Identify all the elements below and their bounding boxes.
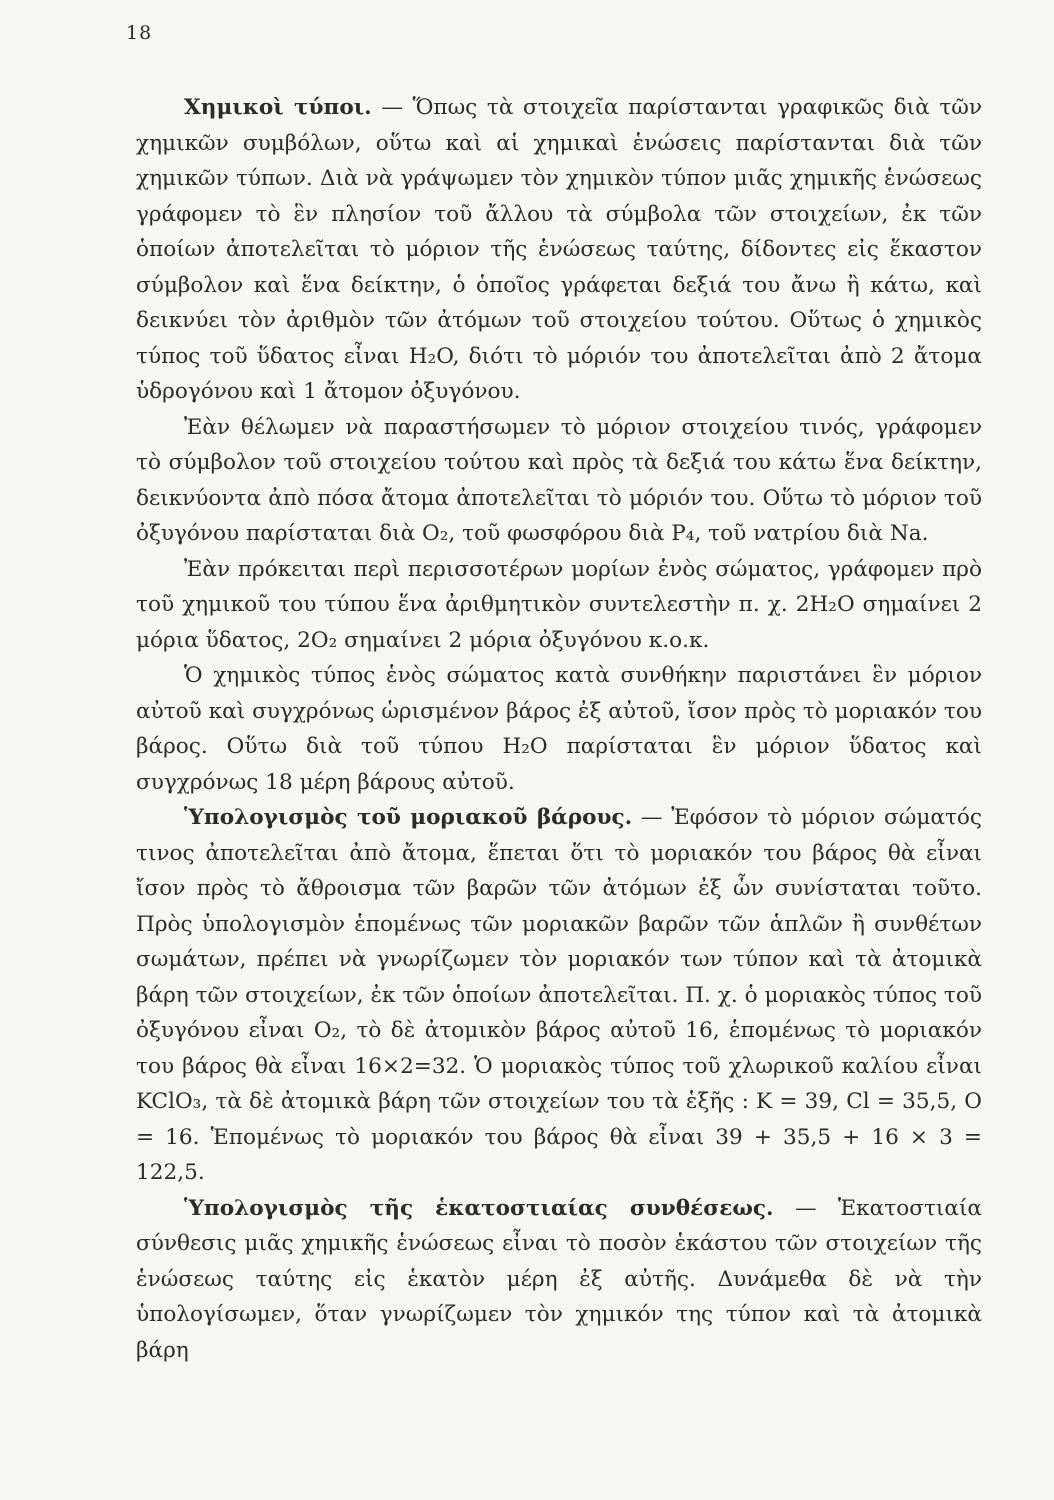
paragraph-chemical-formulas xyxy=(136,90,982,410)
formula-two-water: 2H₂O xyxy=(795,592,855,617)
dash: — xyxy=(632,805,672,830)
formula-oxygen: O₂ xyxy=(313,1018,341,1043)
paragraph-percent-composition xyxy=(136,1191,982,1369)
dash: — xyxy=(371,95,413,120)
paragraph-text: παρίσταται ἓν μόριον ὕδατος καὶ συγχρόνως 18 μέρη βάρους αὐτοῦ. xyxy=(136,734,982,795)
paragraph-text: , διότι τὸ μόριόν του ἀποτελεῖται ἀπὸ 2 ἄτομα ὑδρογόνου καὶ 1 ἄτομον ὀξυγόνου. xyxy=(136,343,982,404)
formula-potassium-chlorate: KClO₃ xyxy=(136,1089,202,1114)
page-body xyxy=(136,90,982,1368)
paragraph-formula-meaning xyxy=(136,658,982,800)
paragraph-coefficients xyxy=(136,552,982,659)
page-number: 18 xyxy=(126,22,153,44)
paragraph-text: , τοῦ νατρίου διὰ Na. xyxy=(694,521,929,546)
formula-water: H₂O xyxy=(408,343,453,369)
paragraph-text: Ἐφόσον τὸ μόριον σώματός τινος ἀποτελεῖται ἀπὸ ἄτομα, ἕπεται ὅτι τὸ μοριακόν του βάρος θὰ εἶναι ἴσον πρὸς τὸ ἄθροισμα τῶν βαρῶν τῶν ἀτόμων ἐξ ὧν συνίσταται τοῦτο. Πρὸς ὑπολογισμὸν ἑπομένως τῶν μοριακῶν βαρῶν τῶν ἁπλῶν ἢ συνθέτων σωμάτων, πρέπει νὰ γνωρίζωμεν τὸν μοριακόν των τύπον καὶ τὰ ἀτομικὰ βάρη τῶν στοιχείων, ἐκ τῶν ὁποίων ἀποτελεῖται. Π. χ. ὁ μοριακὸς τύπος τοῦ ὀξυγόνου εἶναι xyxy=(136,805,982,1043)
heading-molecular-weight: Ὑπολογισμὸς τοῦ μοριακοῦ βάρους. xyxy=(184,805,633,830)
paragraph-text: , τὰ δὲ ἀτομικὰ βάρη τῶν στοιχείων του τὰ ἑξῆς : K = 39, Cl = 35,5, O = 16. Ἑπομένως τὸ μοριακόν του βάρος θὰ εἶναι 39 + 35,5 + 16 × 3 = 122,5. xyxy=(136,1089,982,1185)
heading-chemical-formulas: Χημικοὶ τύποι. xyxy=(184,95,372,120)
paragraph-text: Ὁ χημικὸς τύπος ἑνὸς σώματος κατὰ συνθήκην παριστάνει ἓν μόριον αὐτοῦ καὶ συγχρόνως ὡρισμένον βάρος ἐξ αὐτοῦ, ἴσον πρὸς τὸ μοριακόν του βάρος. Οὕτω διὰ τοῦ τύπου xyxy=(136,663,982,759)
heading-percent-composition: Ὑπολογισμὸς τῆς ἑκατοστιαίας συνθέσεως. xyxy=(184,1195,774,1221)
formula-oxygen: O₂ xyxy=(422,521,449,546)
paragraph-text: σημαίνει 2 μόρια ὕδατος, xyxy=(136,592,982,653)
dash: — xyxy=(773,1195,839,1221)
paragraph-text: Ἐὰν πρόκειται περὶ περισσοτέρων μορίων ἑνὸς σώματος, γράφομεν πρὸ τοῦ χημικοῦ του τύπου ἕνα ἀριθμητικὸν συντελεστὴν π. χ. xyxy=(136,556,982,617)
formula-water: H₂O xyxy=(502,734,548,759)
paragraph-text: , τὸ δὲ ἀτομικὸν βάρος αὐτοῦ 16, ἑπομένως τὸ μοριακόν του βάρος θὰ εἶναι 16×2=32. Ὁ μοριακὸς τύπος τοῦ χλωρικοῦ καλίου εἶναι xyxy=(136,1018,982,1079)
paragraph-text: , τοῦ φωσφόρου διὰ xyxy=(448,521,672,546)
paragraph-element-molecules xyxy=(136,410,982,552)
paragraph-text: Ἐὰν θέλωμεν νὰ παραστήσωμεν τὸ μόριον στοιχείου τινός, γράφομεν τὸ σύμβολον τοῦ στοιχείου τούτου καὶ πρὸς τὰ δεξιά του κάτω ἕνα δείκτην, δεικνύοντα ἀπὸ πόσα ἄτομα ἀποτελεῖται τὸ μόριόν του. Οὕτω τὸ μόριον τοῦ ὀξυγόνου παρίσταται διὰ xyxy=(136,414,982,546)
paragraph-text: Ἑκατοστιαία σύνθεσις μιᾶς χημικῆς ἑνώσεως εἶναι τὸ ποσὸν ἑκάστου τῶν στοιχείων τῆς ἑνώσεως ταύτης εἰς ἑκατὸν μέρη ἐξ αὐτῆς. Δυνάμεθα δὲ νὰ τὴν ὑπολογίσωμεν, ὅταν γνωρίζωμεν τὸν χημικόν της τύπον καὶ τὰ ἀτομικὰ βάρη xyxy=(136,1195,982,1363)
paragraph-molecular-weight xyxy=(136,800,982,1191)
formula-phosphorus: P₄ xyxy=(671,521,695,546)
paragraph-text: Ὅπως τὰ στοιχεῖα παρίστανται γραφικῶς διὰ τῶν χημικῶν συμβόλων, οὕτω καὶ αἱ χημικαὶ ἑνώσεις παρίστανται διὰ τῶν χημικῶν τύπων. Διὰ νὰ γράψωμεν τὸν χημικὸν τύπον μιᾶς χημικῆς ἑνώσεως γράφομεν τὸ ἓν πλησίον τοῦ ἄλλου τὰ σύμβολα τῶν στοιχείων, ἐκ τῶν ὁποίων ἀποτελεῖται τὸ μόριον τῆς ἑνώσεως ταύτης, δίδοντες εἰς ἕκαστον σύμβολον καὶ ἕνα δείκτην, ὁ ὁποῖος γράφεται δεξιά του ἄνω ἢ κάτω, καὶ δεικνύει τὸν ἀριθμὸν τῶν ἀτόμων τοῦ στοιχείου τούτου. Οὕτως ὁ χημικὸς τύπος τοῦ ὕδατος εἶναι xyxy=(136,95,983,369)
paragraph-text: σημαίνει 2 μόρια ὀξυγόνου κ.ο.κ. xyxy=(337,627,710,653)
formula-two-oxygen: 2O₂ xyxy=(297,627,338,653)
